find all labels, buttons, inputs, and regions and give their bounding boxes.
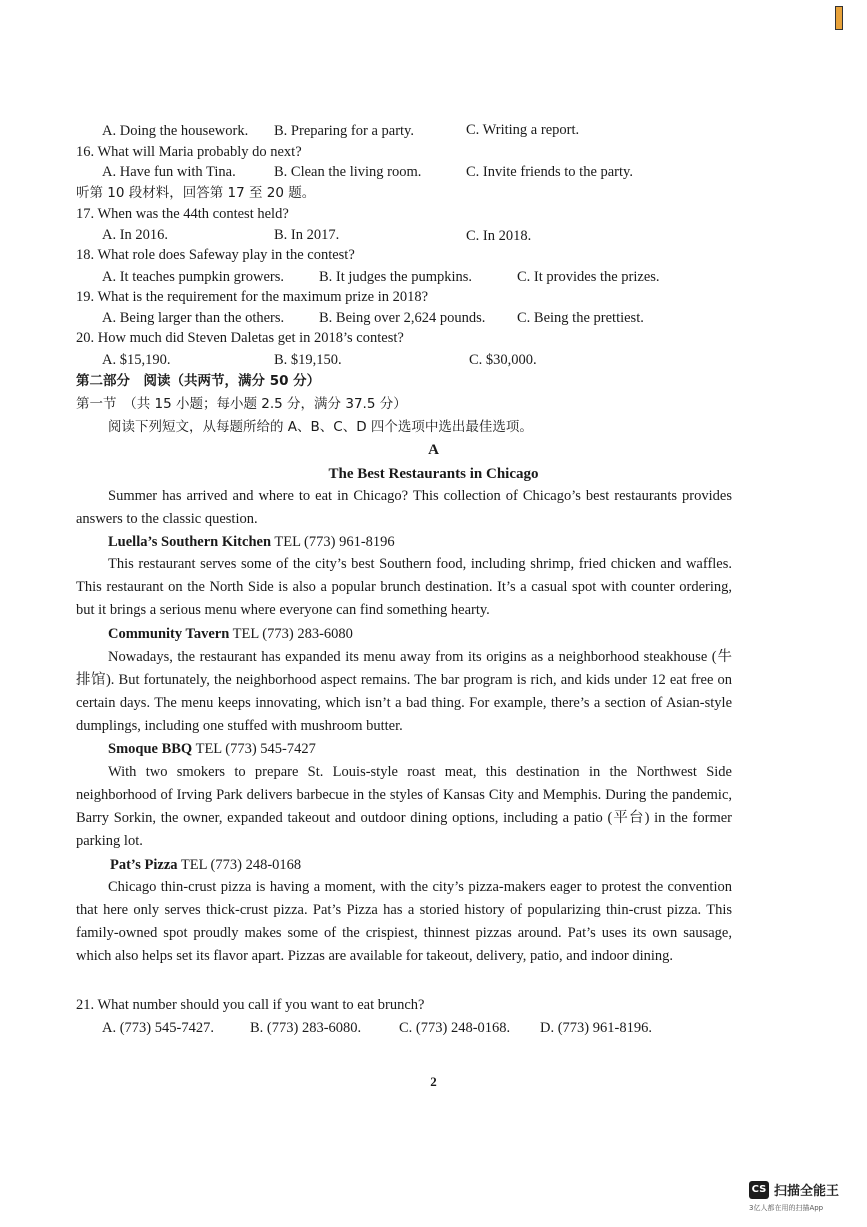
restaurant-heading-community-tavern [108,625,353,643]
q20-stem: 20. How much did Steven Daletas get in 2018’s contest? [76,330,404,346]
restaurant-tel: TEL (773) 961-8196 [274,534,395,550]
q15-option-c: C. Writing a report. [466,122,580,138]
page-number: 2 [430,1074,437,1089]
section-10-instruction: 听第 10 段材料，回答第 17 至 20 题。 [76,185,316,201]
q16-option-c: C. Invite friends to the party. [466,164,633,180]
restaurant-name: Smoque BBQ [108,741,193,757]
reading-instructions: 阅读下列短文，从每题所给的 A、B、C、D 四个选项中选出最佳选项。 [108,419,533,435]
restaurant-heading-smoque-bbq [108,740,316,758]
part2-heading: 第二部分 阅读（共两节，满分 50 分） [76,373,321,389]
restaurant-description-smoque-bbq: With two smokers to prepare St. Louis-style roast meat, this destination in the Northwest Side neighborhood of Irving Park delivers barbecue in the styles of Kansas City and Memphis. During the pandemic, Barry Sorkin, the owner, expanded takeout and outdoor dining options, including a patio (平台) in the former parking lot. [76,764,732,849]
q20-option-a: A. $15,190. [102,352,171,368]
restaurant-heading-luellas [108,533,395,551]
passage-intro: Summer has arrived and where to eat in Chicago? This collection of Chicago’s best restaurants provides answers to the classic question. [76,488,732,527]
q15-option-a: A. Doing the housework. [102,123,249,139]
q18-option-a: A. It teaches pumpkin growers. [102,269,285,285]
q15-option-b: B. Preparing for a party. [274,123,414,139]
q16-stem: 16. What will Maria probably do next? [76,144,302,160]
q18-stem: 18. What role does Safeway play in the contest? [76,247,355,263]
app-name: 扫描全能王 [774,1184,840,1199]
q21-option-d: D. (773) 961-8196. [540,1020,652,1036]
q17-option-a: A. In 2016. [102,227,169,243]
q21-option-c: C. (773) 248-0168. [399,1020,511,1036]
q20-option-b: B. $19,150. [274,352,342,368]
cs-badge-icon: CS [749,1181,769,1199]
app-tagline: 3亿人都在用的扫描App [749,1204,824,1212]
q19-stem: 19. What is the requirement for the maximum prize in 2018? [76,289,429,305]
q21-option-a: A. (773) 545-7427. [102,1020,214,1036]
q18-option-b: B. It judges the pumpkins. [319,269,473,285]
section1-heading: 第一节 （共 15 小题；每小题 2.5 分，满分 37.5 分） [76,396,407,412]
page-corner-mark [835,6,843,30]
passage-title: The Best Restaurants in Chicago [328,466,539,482]
restaurant-tel: TEL (773) 248-0168 [180,857,302,873]
restaurant-name: Luella’s Southern Kitchen [108,534,272,550]
restaurant-heading-pats-pizza [110,856,301,874]
q18-option-c: C. It provides the prizes. [517,269,660,285]
q19-option-b: B. Being over 2,624 pounds. [319,310,486,326]
camscanner-logo [749,1180,839,1199]
q17-option-b: B. In 2017. [274,227,340,243]
q19-option-a: A. Being larger than the others. [102,310,285,326]
restaurant-description-pats-pizza: Chicago thin-crust pizza is having a moment, with the city’s pizza-makers eager to protest the convention that here only serves thick-crust pizza. Pat’s Pizza has a storied history of popularizing thin-crust pizza. This family-owned spot proudly makes some of the crispiest, thinnest pizzas around. Pat’s uses its own sausage, which also helps set its flavor apart. Pizzas are available for takeout, delivery, patio, and indoor dining. [76,879,732,964]
q19-option-c: C. Being the prettiest. [517,310,644,326]
q20-option-c: C. $30,000. [469,352,537,368]
q21-stem: 21. What number should you call if you want to eat brunch? [76,997,425,1013]
restaurant-tel: TEL (773) 545-7427 [195,741,316,757]
q21-option-b: B. (773) 283-6080. [250,1020,362,1036]
restaurant-tel: TEL (773) 283-6080 [232,626,353,642]
restaurant-name: Pat’s Pizza [110,857,178,873]
restaurant-description-luellas: This restaurant serves some of the city’s best Southern food, including shrimp, fried chicken and waffles. This restaurant on the North Side is also a popular brunch destination. It’s a casual spot with counter ordering, but it brings a serious menu where everyone can find something hearty. [76,556,732,618]
q16-option-a: A. Have fun with Tina. [102,164,236,180]
q17-option-c: C. In 2018. [466,228,532,244]
restaurant-description-community-tavern: Nowadays, the restaurant has expanded its menu away from its origins as a neighborhood steakhouse (牛排馆). But fortunately, the neighborhood aspect remains. The bar program is rich, and kids under 12 eat free on certain days. The menu keeps innovating, which isn’t a bad thing. For example, there’s a section of Asian-style dumplings, including one stuffed with mushroom butter. [76,649,732,734]
passage-label: A [428,442,439,458]
restaurant-name: Community Tavern [108,626,230,642]
q17-stem: 17. When was the 44th contest held? [76,206,289,222]
q16-option-b: B. Clean the living room. [274,164,422,180]
